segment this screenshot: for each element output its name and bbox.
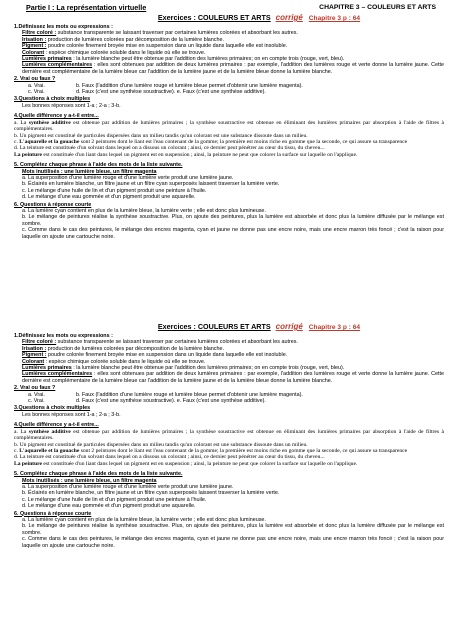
q2-heading: 2. Vrai ou faux ? [14,76,56,83]
page-header [14,3,444,13]
definition-text: substance transparente se laissant traverser par certaines lumières colorées et absorbant les autres. [56,339,298,346]
q4-answer-a [14,120,444,133]
q6-heading: 6. Questions à réponse courte [14,510,92,517]
term: Pigment : [22,43,47,50]
corrige-label: corrigé [275,322,303,331]
q4-answer-d: d. La teinture est constituée d'un solvant dans lequel on a dissous un colorant ; ainsi, ce dernier peut pénétrer au cœur du tissu, du cheveu... [14,145,325,152]
q5-answer-c: c. Le mélange d'une huile de lin et d'un pigment produit une peinture à l'huile. [22,496,207,503]
exercise-title-line [74,13,444,23]
q4-answer-a [14,429,444,442]
definition [14,62,444,75]
term: Filtre coloré : [22,339,57,346]
answer-c: c. Vrai. [28,89,45,96]
term: L'aquarelle et la gouache [19,138,80,145]
answer-b: b. Faux (l'addition d'une lumière rouge et lumière bleue permet d'obtenir une lumière magenta). [76,391,303,398]
corrige-label: corrigé [275,13,303,22]
q1-heading: 1.Définissez les mots ou expressions : [14,333,113,339]
q4-answer-d: d. La teinture est constituée d'un solvant dans lequel on a dissous un colorant ; ainsi, ce dernier peut pénétrer au cœur du tissu, du cheveu... [14,454,325,461]
q6-answer-a: a. La lumière cyan contient en plus de la lumière bleue, la lumière verte ; elle est donc plus lumineuse. [22,207,266,214]
exercise-title-line [74,322,444,332]
q3-heading: 3.Questions à choix multiples [14,405,91,412]
q3-answer: Les bonnes réponses sont 1-a ; 2-a ; 3-b. [22,102,121,109]
text: est constituée d'un liant dans lequel un pigment est en suspension ; ainsi, la peinture ne peut que colorer la surface sur laquelle on l'applique. [42,151,358,158]
q5-answer-c: c. Le mélange d'une huile de lin et d'un pigment produit une peinture à l'huile. [22,187,207,194]
text: sont 2 peintures dont le liant est l'eau contenant de la gomme; la première est moins riche en gomme que la seconde, ce qui assure sa transparence [79,138,408,145]
answer-c: c. Vrai. [28,398,45,405]
q6-heading: 6. Questions à réponse courte [14,201,92,208]
term: La peinture [14,151,43,158]
q5-answer-d: d. Le mélange d'une eau gommée et d'un pigment produit une aquarelle. [22,194,196,201]
term: Lumières primaires [22,365,72,372]
q5-answer-b: b. Éclairés en lumière blanche, un filtre jaune et un filtre cyan superposés laissent traverser la lumière verte. [22,181,280,188]
term: synthèse additive [28,119,71,126]
q5-heading: 5. Complétez chaque phrase à l'aide des mots de la liste suivante. [14,162,183,169]
definition-text: poudre colorée finement broyée mise en suspension dans un liquide dans laquelle elle est insoluble. [46,43,288,50]
q4-heading: 4.Quelle différence y a-t-il entre... [14,113,99,120]
chapter-page-ref: Chapitre 3 p : 64 [308,15,361,22]
label: a. La [14,428,29,435]
term: synthèse additive [28,428,71,435]
q6-answer-a: a. La lumière cyan contient en plus de la lumière bleue, la lumière verte ; elle est donc plus lumineuse. [22,516,266,523]
term: Colorant [22,49,45,56]
definition-text: : la lumière blanche peut être obtenue par l'addition des lumières primaires; on en compte trois (rouge, vert, bleu). [71,365,345,372]
q4-answer-b: b. Un pigment est constitué de particules dispersées dans un milieu tandis qu'un colorant est une substance dissoute dans un milieu. [14,441,308,448]
chapter-page-ref: Chapitre 3 p : 64 [308,324,361,331]
term: Filtre coloré : [22,30,57,37]
q6-answer-b: b. Le mélange de peintures réalise la synthèse soustractive. Plus, on ajoute des peintures, plus la lumière est absorbée et donc plus la lumière diffusée par le mélange est sombre. [22,523,444,536]
definition-text: : elles sont obtenues par addition de deux lumières primaires : par exemple, l'addition des lumières rouge et verte donne la lumière jaune. Cette dernière est complémentaire de la lumière bleue car l'addition de la lumière jaune et de la lumière bleue donne la lumière blanche. [22,371,445,384]
q1-heading: 1.Définissez les mots ou expressions : [14,24,113,30]
q5-heading: 5. Complétez chaque phrase à l'aide des mots de la liste suivante. [14,471,183,478]
definition-text: poudre colorée finement broyée mise en suspension dans un liquide dans laquelle elle est insoluble. [46,352,288,359]
q4-answer-b: b. Un pigment est constitué de particules dispersées dans un milieu tandis qu'un colorant est une substance dissoute dans un milieu. [14,132,308,139]
corrige-section-1 [14,3,444,240]
definition-text: : espèce chimique colorée soluble dans le liquide où elle se trouve. [44,49,206,56]
text: est constituée d'un liant dans lequel un pigment est en suspension ; ainsi, la peinture ne peut que colorer la surface sur laquelle on l'applique. [42,460,358,467]
true-false-row [14,89,444,95]
term: L'aquarelle et la gouache [19,447,80,454]
q6-answer-b: b. Le mélange de peintures réalise la synthèse soustractive. Plus, on ajoute des peintures, plus la lumière est absorbée et donc plus la lumière diffusée par le mélange est sombre. [22,214,444,227]
chapter-title: CHAPITRE 3 – COULEURS ET ARTS [319,4,436,11]
term: Irisation : [22,345,47,352]
answer-b: b. Faux (l'addition d'une lumière rouge et lumière bleue permet d'obtenir une lumière magenta). [76,82,303,89]
answer-d: d. Faux (c'est une synthèse soustractive). e. Faux (c'est une synthèse additive). [76,89,266,96]
corrige-section-2 [14,322,444,549]
definition-text: production de lumières colorées par décomposition de la lumière blanche. [46,36,224,43]
q5-unused-words: Mots inutilisés : une lumière bleue, un filtre magenta [22,168,157,175]
term: Pigment : [22,352,47,359]
q3-heading: 3.Questions à choix multiples [14,96,91,103]
q5-answer-a: a. La superposition d'une lumière rouge et d'une lumière verte produit une lumière jaune. [22,174,234,181]
true-false-row [14,398,444,404]
definition [14,371,444,384]
label: a. La [14,119,29,126]
q5-unused-words: Mots inutilisés : une lumière bleue, un filtre magenta [22,477,157,484]
answer-d: d. Faux (c'est une synthèse soustractive). e. Faux (c'est une synthèse additive). [76,398,266,405]
definition-text: : elles sont obtenues par addition de deux lumières primaires : par exemple, l'addition des lumières rouge et verte donne la lumière jaune. Cette dernière est complémentaire de la lumière bleue car l'addition de la lumière jaune et de la lumière bleue donne la lumière blanche. [22,62,445,75]
q6-answer-c: c. Comme dans le cas des peintures, le mélange des encres magenta, cyan et jaune ne donne pas une encre noire, mais une encre marron très foncé ; c'est la raison pour laquelle on ajoute une cartouche noire. [22,227,444,240]
q5-answer-b: b. Éclairés en lumière blanche, un filtre jaune et un filtre cyan superposés laissent traverser la lumière verte. [22,490,280,497]
q6-answer-c: c. Comme dans le cas des peintures, le mélange des encres magenta, cyan et jaune ne donne pas une encre noire, mais une encre marron très foncé ; c'est la raison pour laquelle on ajoute une cartouche noire. [22,536,444,549]
text: est obtenue par addition de lumières primaires ; la synthèse soustractive est obtenue en éliminant des lumières primaires par absorption à l'aide de filtres à complémentaires. [14,119,444,133]
q4-heading: 4.Quelle différence y a-t-il entre... [14,422,99,429]
q2-heading: 2. Vrai ou faux ? [14,385,56,392]
q5-answer-a: a. La superposition d'une lumière rouge et d'une lumière verte produit une lumière jaune. [22,483,234,490]
answer-a: a. Vrai. [28,82,45,89]
answer-a: a. Vrai. [28,391,45,398]
definition-text: : espèce chimique colorée soluble dans le liquide où elle se trouve. [44,358,206,365]
term: Colorant [22,358,45,365]
definition-text: : la lumière blanche peut être obtenue par l'addition des lumières primaires; on en compte trois (rouge, vert, bleu). [71,56,345,63]
part-title: Partie I : La représentation virtuelle [26,3,147,12]
exercise-title: Exercices : COULEURS ET ARTS [157,322,271,331]
definition-text: substance transparente se laissant traverser par certaines lumières colorées et absorbant les autres. [56,30,298,37]
exercise-title: Exercices : COULEURS ET ARTS [157,13,271,22]
term: Lumières complémentaires [22,62,93,69]
q5-answer-d: d. Le mélange d'une eau gommée et d'un pigment produit une aquarelle. [22,503,196,510]
term: La peinture [14,460,43,467]
label: c. [14,138,20,145]
label: c. [14,447,20,454]
q3-answer: Les bonnes réponses sont 1-a ; 2-a ; 3-b. [22,411,121,418]
term: Lumières primaires [22,56,72,63]
definition-text: production de lumières colorées par décomposition de la lumière blanche. [46,345,224,352]
text: sont 2 peintures dont le liant est l'eau contenant de la gomme; la première est moins riche en gomme que la seconde, ce qui assure sa transparence [79,447,408,454]
term: Irisation : [22,36,47,43]
text: est obtenue par addition de lumières primaires ; la synthèse soustractive est obtenue en éliminant des lumières primaires par absorption à l'aide de filtres à complémentaires. [14,428,444,442]
term: Lumières complémentaires [22,371,93,378]
